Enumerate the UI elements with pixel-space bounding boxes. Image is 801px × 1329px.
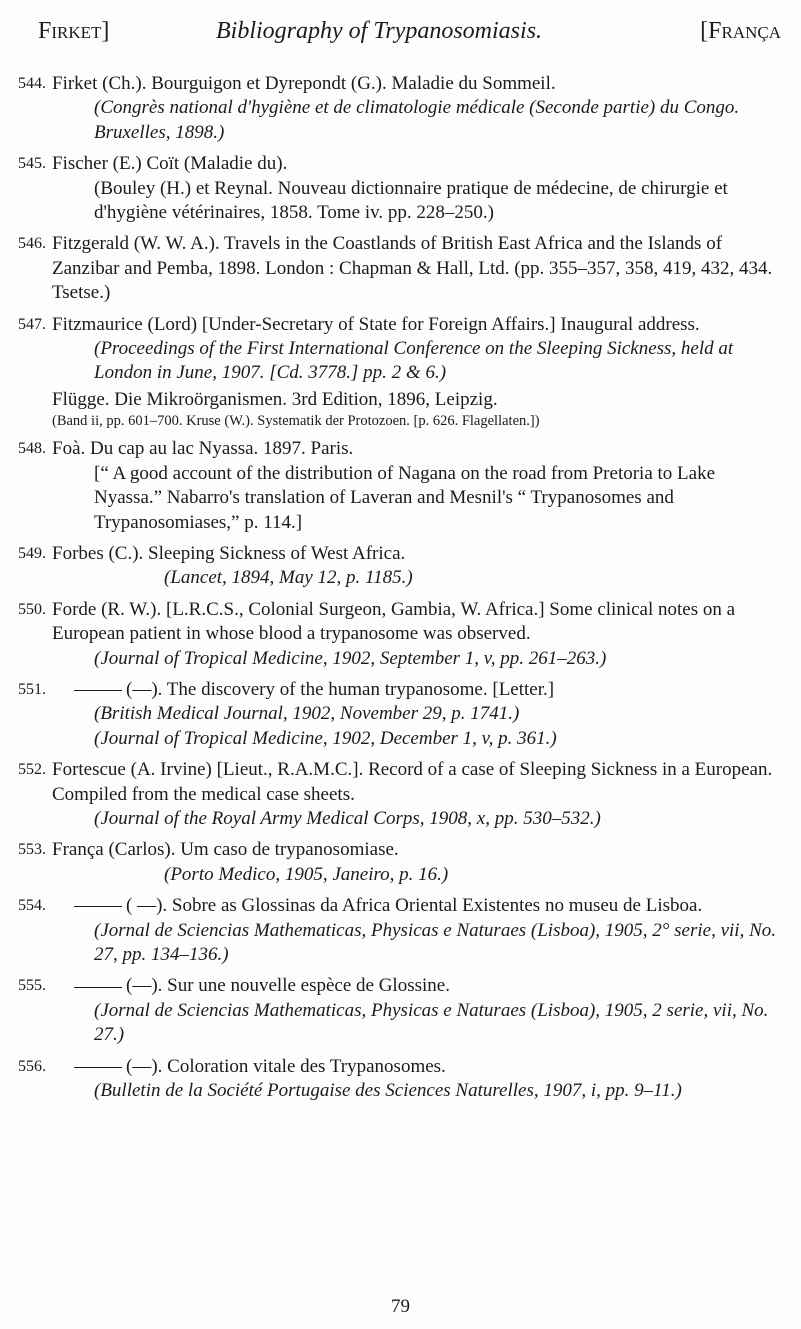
bibliography-entry	[18, 72, 781, 145]
entry-heading: Fortescue (A. Irvine) [Lieut., R.A.M.C.]. Record of a case of Sleeping Sickness in a European. Compiled from the medical case sheets.	[52, 759, 773, 805]
entry-number: 556.	[18, 1057, 46, 1075]
bibliography-entry	[18, 232, 781, 305]
entry-citation: (British Medical Journal, 1902, November 29, p. 1741.)	[94, 703, 520, 725]
entry-citation: (Jornal de Sciencias Mathematicas, Physicas e Naturaes (Lisboa), 1905, 2 serie, vii, No. 27.)	[94, 999, 769, 1046]
entry-number: 554.	[18, 897, 46, 915]
bibliography-entry	[18, 678, 781, 751]
entry-citation: (Journal of Tropical Medicine, 1902, September 1, v, pp. 261–263.)	[94, 647, 607, 669]
ditto-rule	[74, 987, 122, 988]
entry-heading: Forbes (C.). Sleeping Sickness of West Africa.	[52, 542, 406, 564]
entry-number: 548.	[18, 440, 46, 458]
entry-heading: Fitzmaurice (Lord) [Under-Secretary of State for Foreign Affairs.] Inaugural address.	[52, 313, 700, 335]
bibliography-entry	[18, 1055, 781, 1104]
entry-number: 549.	[18, 544, 46, 562]
running-head-title: Bibliography of Trypanosomiasis.	[216, 18, 543, 44]
bibliography-entry	[18, 437, 781, 535]
entry-citation: (Jornal de Sciencias Mathematicas, Physicas e Naturaes (Lisboa), 1905, 2° serie, vii, No. 27, pp. 134–136.)	[94, 919, 776, 965]
entry-heading: (—). Coloration vitale des Trypanosomes.	[126, 1055, 446, 1077]
entry-citation: (Porto Medico, 1905, Janeiro, p. 16.)	[164, 863, 449, 885]
entry-citation: (Bulletin de la Société Portugaise des Sciences Naturelles, 1907, i, pp. 9–11.)	[94, 1080, 682, 1102]
entry-number: 546.	[18, 235, 46, 253]
page-number: 79	[391, 1296, 410, 1317]
ditto-rule	[74, 906, 122, 907]
bibliography-entry	[18, 838, 781, 887]
entry-heading: Forde (R. W.). [L.R.C.S., Colonial Surgeon, Gambia, W. Africa.] Some clinical notes on a European patient in whose blood a trypanosome was observed.	[52, 598, 736, 645]
entry-citation: (Band ii, pp. 601–700. Kruse (W.). Systematik der Protozoen. [p. 626. Flagellaten.])	[52, 413, 540, 430]
bibliography-list	[0, 70, 801, 1103]
entry-citation: (Lancet, 1894, May 12, p. 1185.)	[164, 567, 413, 589]
entry-heading: Firket (Ch.). Bourguigon et Dyrepondt (G.). Maladie du Sommeil.	[52, 73, 556, 94]
entry-number: 550.	[18, 600, 46, 618]
ditto-rule	[74, 1067, 122, 1068]
entry-citation: [“ A good account of the distribution of Nagana on the road from Pretoria to Lake Nyassa.” Nabarro's translation of Laveran and Mesnil's “ Trypanosomes and Trypanosomiases,” p. 114.]	[94, 462, 716, 533]
bibliography-entry	[18, 313, 781, 386]
entry-heading: (—). Sur une nouvelle espèce de Glossine.	[126, 975, 450, 997]
entry-number: 547.	[18, 315, 46, 333]
entry-citation: (Journal of Tropical Medicine, 1902, December 1, v, p. 361.)	[94, 727, 557, 749]
entry-heading: Fitzgerald (W. W. A.). Travels in the Coastlands of British East Africa and the Islands of Zanzibar and Pemba, 1898. London : Chapman & Hall, Ltd. (pp. 355–357, 358, 419, 432, 434. Tsetse.)	[52, 233, 773, 304]
entry-heading: Fischer (E.) Coït (Maladie du).	[52, 153, 288, 175]
entry-heading: ( —). Sobre as Glossinas da Africa Oriental Existentes no museu de Lisboa.	[126, 895, 703, 917]
entry-number: 551.	[18, 680, 46, 698]
entry-citation: (Journal of the Royal Army Medical Corps, 1908, x, pp. 530–532.)	[94, 807, 601, 829]
bibliography-entry	[18, 758, 781, 831]
entry-number: 555.	[18, 977, 46, 995]
entry-citation: (Congrès national d'hygiène et de climatologie médicale (Seconde partie) du Congo. Bruxelles, 1898.)	[94, 97, 740, 143]
entry-number: 553.	[18, 841, 46, 859]
running-head-right: [França	[700, 18, 781, 44]
bibliography-entry	[18, 974, 781, 1047]
bibliography-entry	[18, 152, 781, 225]
bibliography-entry	[52, 388, 781, 430]
entry-number: 544.	[18, 75, 46, 92]
entry-number: 545.	[18, 155, 46, 173]
ditto-rule	[74, 690, 122, 691]
entry-citation: (Proceedings of the First International Conference on the Sleeping Sickness, held at London in June, 1907. [Cd. 3778.] pp. 2 & 6.)	[94, 338, 734, 384]
entry-heading: França (Carlos). Um caso de trypanosomiase.	[52, 839, 399, 861]
running-head	[38, 14, 781, 48]
bibliography-entry	[18, 894, 781, 967]
entry-heading: Foà. Du cap au lac Nyassa. 1897. Paris.	[52, 438, 354, 460]
entry-citation: (Bouley (H.) et Reynal. Nouveau dictionnaire pratique de médecine, de chirurgie et d'hygiène vétérinaires, 1858. Tome iv. pp. 228–250.)	[94, 177, 728, 224]
entry-heading: (—). The discovery of the human trypanosome. [Letter.]	[126, 678, 555, 700]
bibliography-entry	[18, 542, 781, 591]
running-head-left: Firket]	[38, 18, 110, 44]
entry-number: 552.	[18, 761, 46, 779]
bibliography-entry	[18, 598, 781, 671]
entry-heading: Flügge. Die Mikroörganismen. 3rd Edition, 1896, Leipzig.	[52, 388, 498, 410]
